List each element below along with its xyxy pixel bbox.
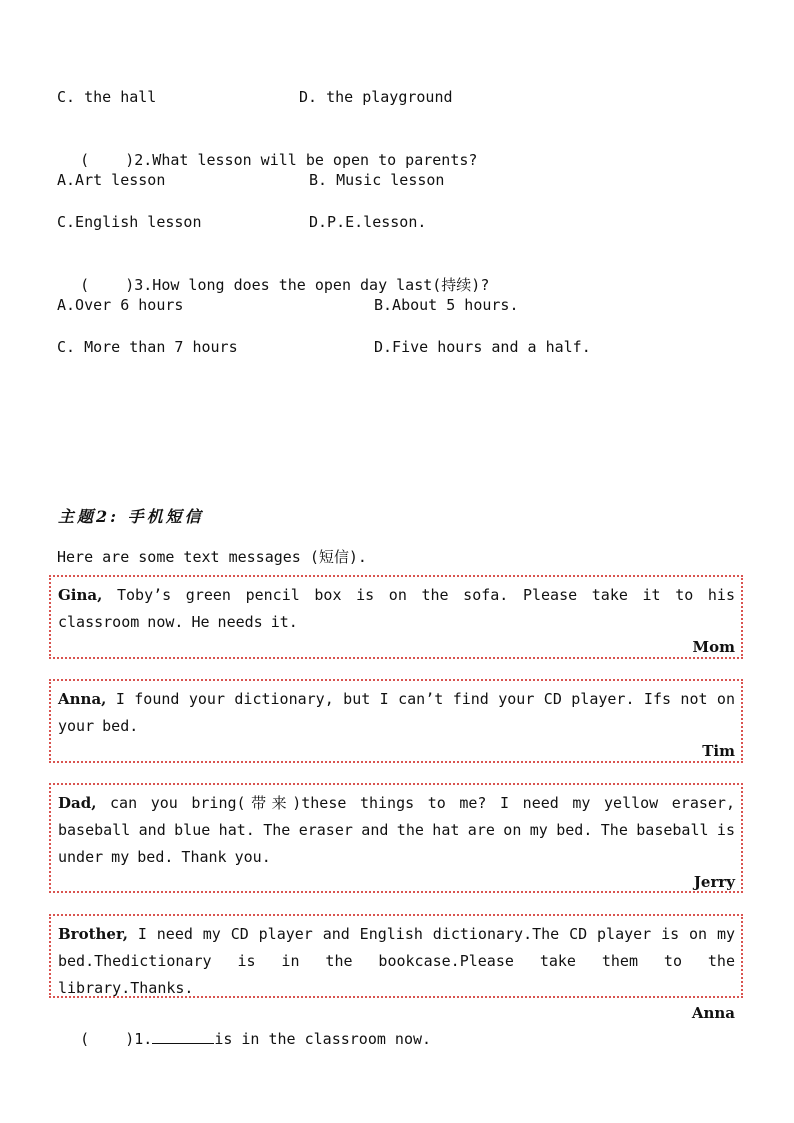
question-1-part2 [62, 1009, 431, 1049]
q3-option-d: D.Five hours and a half. [374, 338, 591, 356]
message-box [49, 783, 743, 893]
question-2 [62, 130, 477, 170]
answer-paren[interactable]: ( ) [80, 1030, 135, 1048]
q3-option-a: A.Over 6 hours [57, 296, 184, 314]
message-box [49, 679, 743, 763]
q2-option-c: C.English lesson [57, 213, 202, 231]
q1-option-c: C. the hall [57, 88, 157, 106]
question-3-text: 3.How long does the open day last(持续)? [134, 276, 490, 294]
q3-option-c: C. More than 7 hours [57, 338, 238, 356]
question-3 [62, 255, 489, 295]
q3-option-b: B.About 5 hours. [374, 296, 519, 314]
message-body: I need my CD player and English dictionary.The CD player is on my bed.Thedictionary is in the bookcase.Please take them to the library.Thanks. [58, 925, 735, 997]
message-recipient: Gina, [58, 586, 103, 604]
message-body: can you bring(带来)these things to me? I need my yellow eraser, baseball and blue hat. The eraser and the hat are on my bed. The baseball is under my bed. Thank you. [58, 794, 735, 866]
section-heading: 主题2: 手机短信 [58, 507, 204, 526]
message-text [58, 582, 735, 636]
message-recipient: Dad, [58, 794, 97, 812]
answer-paren[interactable]: ( ) [80, 276, 135, 294]
message-text [58, 790, 735, 871]
section-intro: Here are some text messages (短信). [57, 548, 367, 566]
question-2-text: 2.What lesson will be open to parents? [134, 151, 478, 169]
message-body: I found your dictionary, but I can’t find your CD player. Ifs not on your bed. [58, 690, 735, 735]
q2-option-d: D.P.E.lesson. [309, 213, 427, 231]
message-sender: Jerry [693, 873, 735, 891]
q2-option-b: B. Music lesson [309, 171, 445, 189]
message-box [49, 914, 743, 1022]
question-text: is in the classroom now. [214, 1030, 432, 1048]
message-sender: Tim [702, 742, 735, 760]
fill-in-blank[interactable] [152, 1029, 214, 1044]
message-recipient: Anna, [58, 690, 107, 708]
message-text [58, 686, 735, 740]
message-sender: Mom [692, 638, 735, 656]
message-sender: Anna [691, 1004, 735, 1022]
message-recipient: Brother, [58, 925, 128, 943]
q2-option-a: A.Art lesson [57, 171, 166, 189]
answer-paren[interactable]: ( ) [80, 151, 135, 169]
message-box [49, 575, 743, 659]
q1-option-d: D. the playground [299, 88, 453, 106]
message-text [58, 921, 735, 1002]
question-number: 1. [134, 1030, 153, 1048]
message-body: Toby’s green pencil box is on the sofa. Please take it to his classroom now. He needs it. [58, 586, 735, 631]
